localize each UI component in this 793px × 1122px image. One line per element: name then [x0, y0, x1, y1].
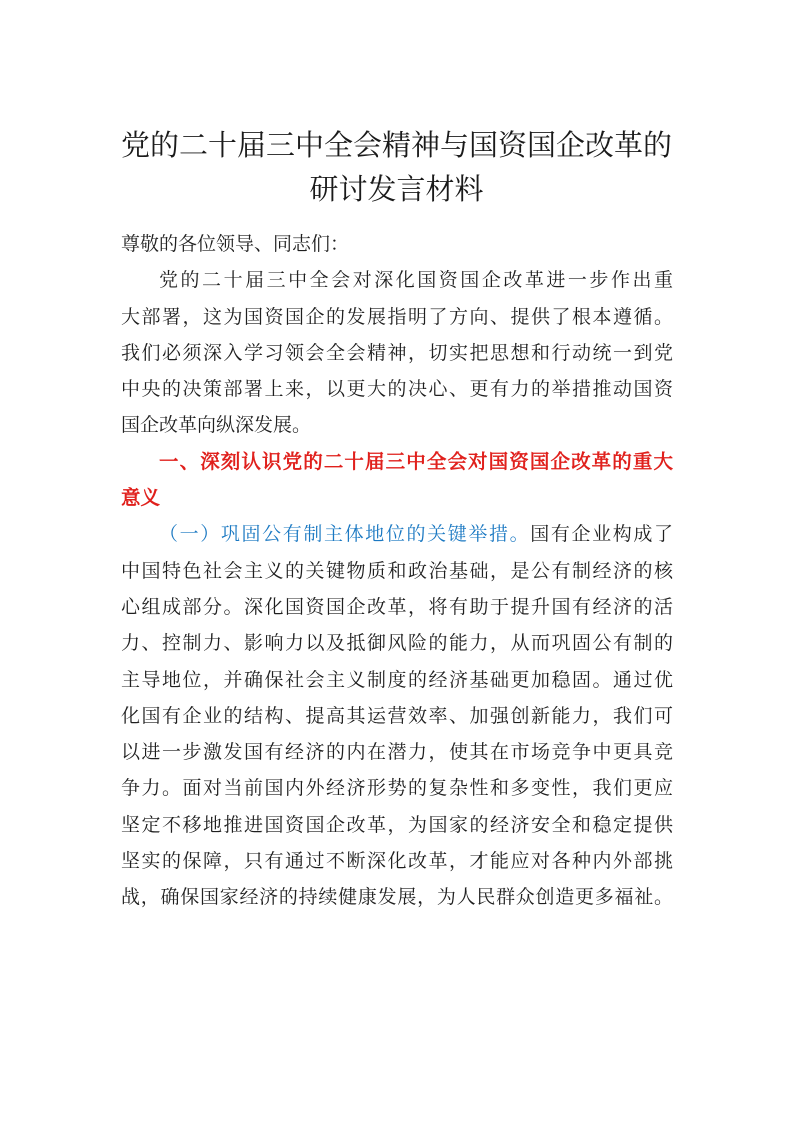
paragraph-line: 争力。面对当前国内外经济形势的复杂性和多变性，我们更应 [121, 777, 673, 800]
intro-line-5: 国企改革向纵深发展。 [121, 414, 312, 437]
subsection-first-line [121, 516, 673, 552]
paragraph-line: 主导地位，并确保社会主义制度的经济基础更加稳固。通过优 [121, 668, 673, 691]
salutation: 尊敬的各位领导、同志们： [121, 233, 350, 255]
section-heading-line-1: 一、深刻认识党的二十届三中全会对国资国企改革的重大 [159, 449, 673, 473]
section-heading-line-2: 意义 [121, 486, 161, 510]
paragraph-line: 心组成部分。深化国资国企改革，将有助于提升国有经济的活 [121, 595, 673, 618]
document-title-line-2: 研讨发言材料 [309, 172, 484, 206]
paragraph-line: 力、控制力、影响力以及抵御风险的能力，从而巩固公有制的 [121, 632, 673, 655]
paragraph-line: 战，确保国家经济的持续健康发展，为人民群众创造更多福祉。 [121, 886, 673, 909]
paragraph-line: 中国特色社会主义的关键物质和政治基础，是公有制经济的核 [121, 559, 673, 582]
document-title-line-1: 党的二十届三中全会精神与国资国企改革的 [120, 128, 672, 162]
paragraph-line: 化国有企业的结构、提高其运营效率、加强创新能力，我们可 [121, 704, 673, 727]
paragraph-line: 坚实的保障，只有通过不断深化改革，才能应对各种内外部挑 [121, 850, 673, 873]
paragraph-line: 以进一步激发国有经济的内在潜力，使其在市场竞争中更具竞 [121, 741, 673, 764]
intro-line-4: 中央的决策部署上来，以更大的决心、更有力的举措推动国资 [121, 378, 673, 401]
paragraph-line: 坚定不移地推进国资国企改革，为国家的经济安全和稳定提供 [121, 813, 673, 836]
document-body [121, 226, 673, 916]
subsection-heading: （一）巩固公有制主体地位的关键举措。 [159, 523, 531, 546]
intro-line-3: 我们必须深入学习领会全会精神，切实把思想和行动统一到党 [121, 341, 673, 364]
intro-line-1: 党的二十届三中全会对深化国资国企改革进一步作出重 [159, 269, 673, 292]
intro-line-2: 大部署，这为国资国企的发展指明了方向、提供了根本遵循。 [121, 305, 673, 328]
subsection-first-line-text: 国有企业构成了 [530, 523, 673, 546]
